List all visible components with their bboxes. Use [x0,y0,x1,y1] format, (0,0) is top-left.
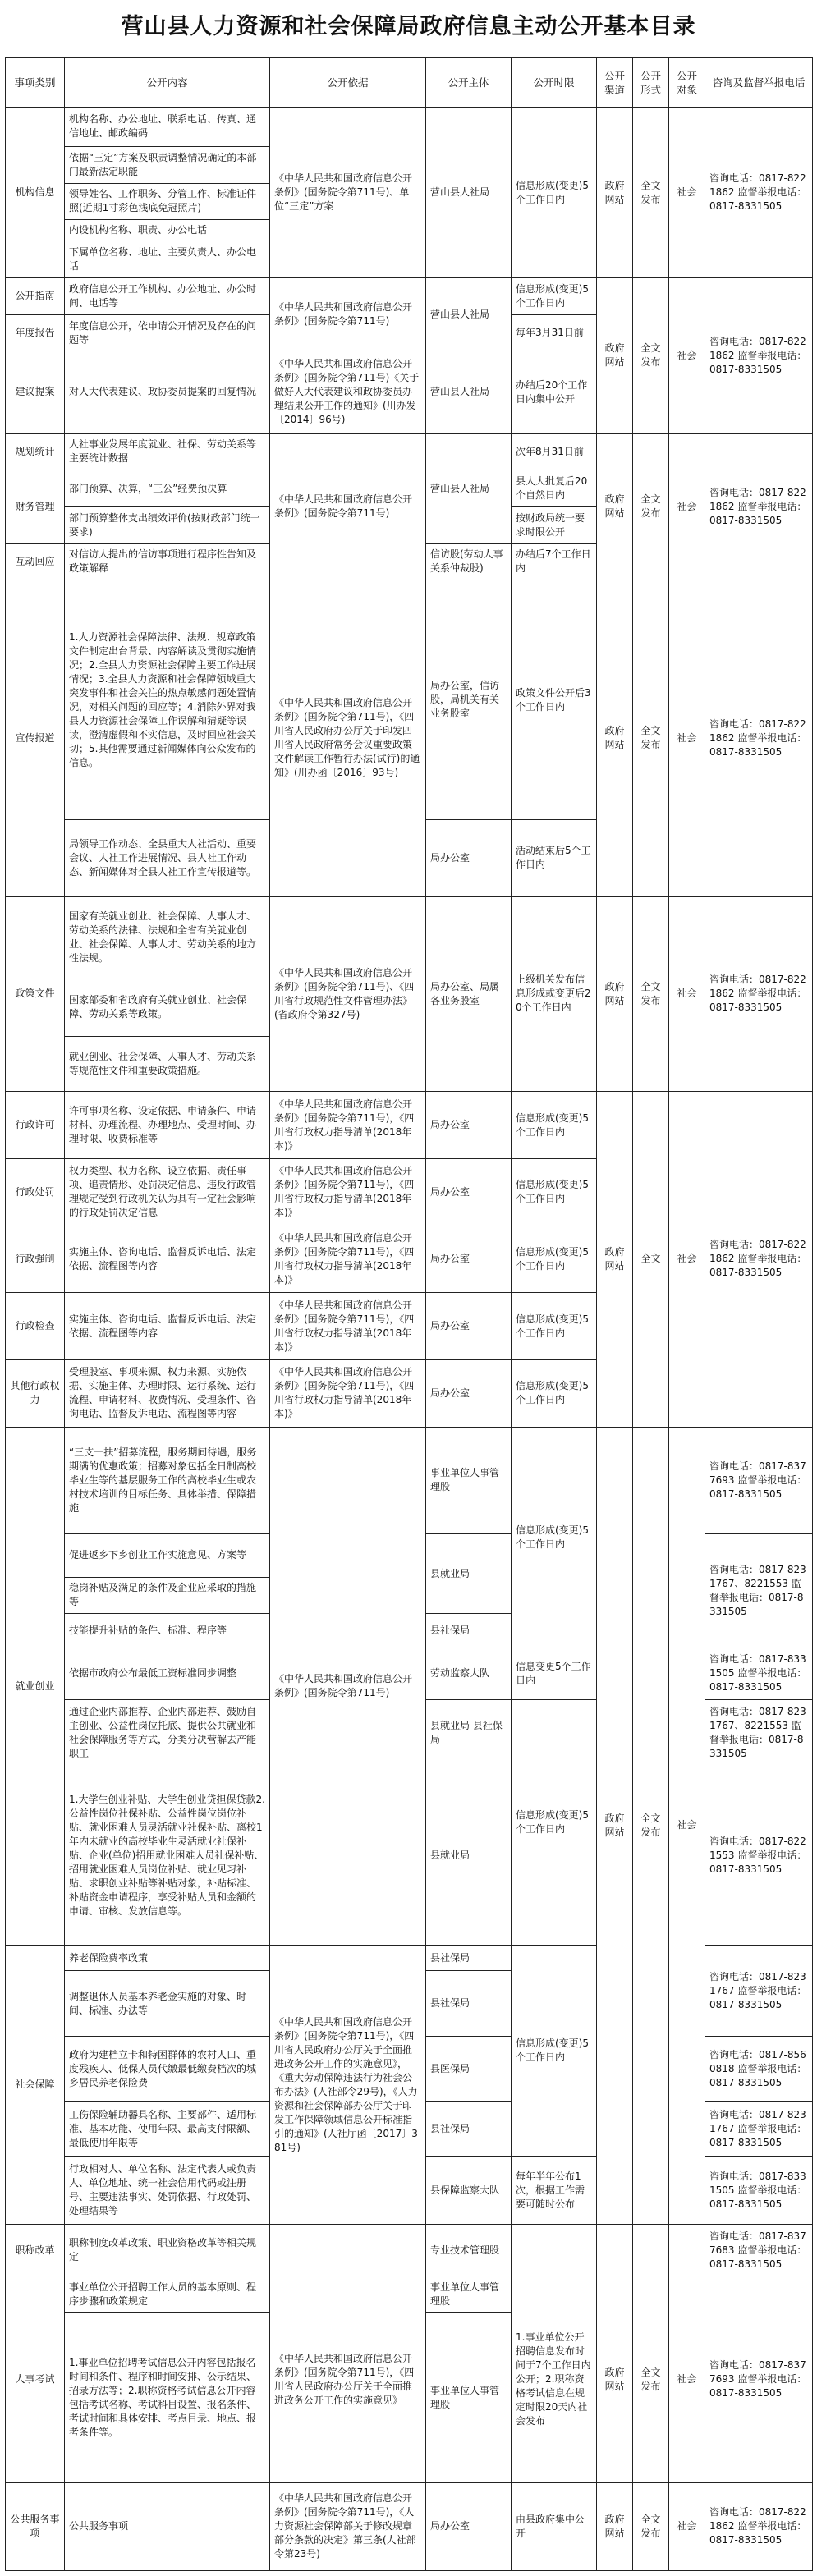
basis-cell [270,2225,426,2276]
catalog-table [5,57,813,2571]
object-cell: 社会 [669,580,705,897]
content-cell: 领导姓名、工作职务、分管工作、标准证件照(近期1寸彩色浅底免冠照片) [65,183,270,220]
category-cell: 建议提案 [6,351,65,433]
content-cell: 部门预算、决算，“三公”经费预决算 [65,470,270,507]
basis-cell: 《中华人民共和国政府信息公开条例》(国务院令第711号) [270,278,426,351]
phone-cell: 咨询电话：0817-8377693 监督举报电话：0817-8331505 [705,1427,813,1534]
content-cell: 国家部委和省政府有关就业创业、社会保障、劳动关系等政策。 [65,979,270,1036]
subject-cell: 事业单位人事管理股 [426,1427,512,1534]
subject-cell: 营山县人社局 [426,433,512,543]
header-row [6,58,813,108]
form-cell: 全文发布 [633,580,669,897]
subject-cell: 营山县人社局 [426,108,512,278]
time-limit-cell: 政策文件公开后3个工作日内 [512,580,597,820]
subject-cell: 局办公室 [426,1092,512,1159]
object-cell: 社会 [669,1427,705,2225]
subject-cell: 局办公室 [426,1226,512,1293]
content-cell: 公共服务事项 [65,2482,270,2570]
channel-cell: 政府网站 [597,2276,633,2483]
category-cell: 财务管理 [6,470,65,543]
content-cell: 实施主体、咨询电话、监督反诉电话、法定依据、流程图等内容 [65,1293,270,1360]
time-limit-cell: 信息形成(变更)5个工作日内 [512,1946,597,2157]
phone-cell: 咨询电话：0817-8221862 监督举报电话：0817-8331505 [705,2482,813,2570]
content-cell: 促进返乡下乡创业工作实施意见、方案等 [65,1534,270,1577]
object-cell: 社会 [669,2276,705,2483]
subject-cell: 局办公室，信访股，局机关有关业务股室 [426,580,512,820]
content-cell: “三支一扶”招募流程，服务期间待遇，服务期满的优惠政策；招募对象包括全日制高校毕业生等的基层服务工作的高校毕业生或农村技术培训的目标任务、具体举措、保障措施 [65,1427,270,1534]
category-cell: 规划统计 [6,433,65,470]
content-cell: 行政相对人、单位名称、法定代表人或负责人、单位地址、统一社会信用代码或注册号、主要违法事实、处罚依据、行政处罚、处理结果等 [65,2157,270,2225]
subject-cell: 营山县人社局 [426,278,512,351]
content-cell: 事业单位公开招聘工作人员的基本原则、程序步骤和政策规定 [65,2276,270,2313]
header-cell: 公开渠道 [597,58,633,108]
content-cell: 年度信息公开，依申请公开情况及存在的问题等 [65,314,270,351]
category-cell: 政策文件 [6,896,65,1091]
basis-cell: 《中华人民共和国政府信息公开条例》(国务院令第711号)，《四川省行政权力指导清单(2018年本)》 [270,1158,426,1226]
time-limit-cell: 每年半年公布1次，根据工作需要可随时公布 [512,2157,597,2225]
channel-cell: 政府网站 [597,108,633,278]
catalog-row [6,896,813,979]
form-cell: 全文发布 [633,108,669,278]
subject-cell: 县就业局 县社保局 [426,1699,512,1767]
basis-cell: 《中华人民共和国政府信息公开条例》(国务院令第711号)，《四川省行政权力指导清单(2018年本)》 [270,1359,426,1427]
content-cell: 政府信息公开工作机构、办公地址、办公时间、电话等 [65,278,270,315]
content-cell: 局领导工作动态、全县重大人社活动、重要会议、人社工作进展情况、县人社工作动态、新闻媒体对全县人社工作宣传报道等。 [65,820,270,897]
subject-cell: 县医保局 [426,2037,512,2101]
category-cell: 行政许可 [6,1092,65,1159]
content-cell: 下属单位名称、地址、主要负责人、办公电话 [65,241,270,278]
content-cell: 对信访人提出的信访事项进行程序性告知及政策解释 [65,543,270,580]
category-cell: 行政处罚 [6,1158,65,1226]
subject-cell: 事业单位人事管理股 [426,2313,512,2483]
object-cell: 社会 [669,1092,705,1427]
basis-cell: 《中华人民共和国政府信息公开条例》(国务院令第711号)，《四川省行政权力指导清单(2018年本)》 [270,1092,426,1159]
subject-cell: 营山县人社局 [426,351,512,433]
content-cell: 1.事业单位招聘考试信息公开内容包括报名时间和条件、程序和时间安排、公示结果、招录方法等；2.职称资格考试信息公开内容包括考试名称、考试科目设置、报名条件、考试时间和具体安排、考点目录、地点、报考条件等。 [65,2313,270,2483]
form-cell: 全文发布 [633,2276,669,2483]
category-cell: 机构信息 [6,108,65,278]
header-cell: 公开依据 [270,58,426,108]
form-cell: 全文发布 [633,1427,669,2225]
phone-cell: 咨询电话：0817-8231767 监督举报电话：0817-8331505 [705,1946,813,2037]
time-limit-cell: 按财政局统一要求时限公开 [512,506,597,543]
document-title: 营山县人力资源和社会保障局政府信息主动公开基本目录 [121,14,696,39]
category-cell: 宣传报道 [6,580,65,897]
time-limit-cell: 信息形成(变更)5个工作日内 [512,1092,597,1159]
time-limit-cell: 每年3月31日前 [512,314,597,351]
catalog-row [6,1092,813,1159]
category-cell: 年度报告 [6,314,65,351]
time-limit-cell: 办结后7个工作日内 [512,543,597,580]
time-limit-cell [512,2225,597,2276]
content-cell: 1.大学生创业补贴、大学生创业贷担保贷款2.公益性岗位社保补贴、公益性岗位岗位补贴、就业困难人员灵活就业社保补贴、离校1年内未就业的高校毕业生灵活就业社保补贴、企业(单位)招用就业困难人员社保补贴、招用就业困难人员岗位补贴、就业见习补贴、求职创业补贴等补贴对象，补贴标准、补贴资金申请程序，享受补贴人员和金额的申请、审核、发放信息等。 [65,1767,270,1946]
time-limit-cell: 信息形成(变更)5个工作日内 [512,1226,597,1293]
phone-cell: 咨询电话：0817-8331505 监督举报电话：0817-8331505 [705,1648,813,1699]
header-cell: 事项类别 [6,58,65,108]
content-cell: 实施主体、咨询电话、监督反诉电话、法定依据、流程图等内容 [65,1226,270,1293]
time-limit-cell: 1.事业单位公开招聘信息发布时间于7个工作日内公开；2.职称资格考试信息在规定时限20天内社会发布 [512,2276,597,2483]
subject-cell: 局办公室 [426,820,512,897]
subject-cell: 信访股(劳动人事关系仲裁股) [426,543,512,580]
basis-cell: 《中华人民共和国政府信息公开条例》(国务院令第711号)，《四川省行政权力指导清单(2018年本)》 [270,1226,426,1293]
time-limit-cell: 办结后20个工作日内集中公开 [512,351,597,433]
content-cell: 依据市政府公布最低工资标准同步调整 [65,1648,270,1699]
channel-cell: 政府网站 [597,433,633,580]
content-cell: 机构名称、办公地址、联系电话、传真、通信地址、邮政编码 [65,108,270,147]
phone-cell: 咨询电话：0817-8231767、8221553 监督举报电话：0817-8331505 [705,1699,813,1767]
form-cell [633,2225,669,2276]
phone-cell: 咨询电话：0817-8231767、8221553 监督举报电话：0817-8331505 [705,1534,813,1648]
phone-cell: 咨询电话：0817-8221862 监督举报电话：0817-8331505 [705,1092,813,1427]
basis-cell: 《中华人民共和国政府信息公开条例》(国务院令第711号)，《四川省人民政府办公厅关于印发四川省人民政府常务会议重要政策文件解读工作暂行办法(试行)的通知》(川办函〔2016〕93号) [270,580,426,897]
subject-cell: 县保障监察大队 [426,2157,512,2225]
category-cell: 公共服务事项 [6,2482,65,2570]
object-cell: 社会 [669,108,705,278]
time-limit-cell: 上级机关发布信息形成或变更后20个工作日内 [512,896,597,1091]
time-limit-cell: 信息形成(变更)5个工作日内 [512,1158,597,1226]
time-limit-cell: 信息形成(变更)5个工作日内 [512,1359,597,1427]
phone-cell: 咨询电话：0817-8377693 监督举报电话：0817-8331505 [705,2276,813,2483]
phone-cell: 咨询电话：0817-8221553 监督举报电话：0817-8331505 [705,1767,813,1946]
phone-cell: 咨询电话：0817-8560818 监督举报电话：0817-8331505 [705,2037,813,2101]
subject-cell: 专业技术管理股 [426,2225,512,2276]
channel-cell: 政府网站 [597,1092,633,1427]
subject-cell: 县社保局 [426,1970,512,2037]
content-cell: 部门预算整体支出绩效评价(按财政部门统一要求) [65,506,270,543]
header-cell: 公开时限 [512,58,597,108]
channel-cell: 政府网站 [597,2482,633,2570]
time-limit-cell: 县人大批复后20个自然日内 [512,470,597,507]
category-cell: 行政强制 [6,1226,65,1293]
subject-cell: 局办公室、局属各业务股室 [426,896,512,1091]
form-cell: 全文发布 [633,896,669,1091]
subject-cell: 县就业局 [426,1767,512,1946]
content-cell: 1.人力资源社会保障法律、法规、规章政策文件制定出台背景、内容解读及贯彻实施情况；2.全县人力资源社会保障主要工作进展情况；3.全县人力资源和社会保障领域重大突发事件和社会关注的热点敏感问题处置情况，对相关问题的回应等；4.消除外界对我县人力资源社会保障工作误解和猜疑等误读，澄清虚假和不实信息，及时回应社会关切；5.其他需要通过新闻媒体向公众发布的信息。 [65,580,270,820]
object-cell: 社会 [669,433,705,580]
form-cell: 全文发布 [633,2482,669,2570]
phone-cell: 咨询电话：0817-8221862 监督举报电话：0817-8331505 [705,433,813,580]
time-limit-cell: 信息形成(变更)5个工作日内 [512,1427,597,1648]
time-limit-cell: 信息形成(变更)5个工作日内 [512,1293,597,1360]
phone-cell: 咨询电话：0817-8221862 监督举报电话：0817-8331505 [705,278,813,434]
header-cell: 公开对象 [669,58,705,108]
content-cell: 通过企业内部推荐、企业内部进荐、鼓励自主创业、公益性岗位托底、提供公共就业和社会保障服务等方式，分类分决营解去产能职工 [65,1699,270,1767]
category-cell: 公开指南 [6,278,65,315]
catalog-row [6,108,813,147]
phone-cell: 咨询电话：0817-8221862 监督举报电话：0817-8331505 [705,580,813,897]
content-cell: 国家有关就业创业、社会保障、人事人才、劳动关系的法律、法规和全省有关就业创业、社会保障、人事人才、劳动关系的地方性法规。 [65,896,270,979]
basis-cell: 《中华人民共和国政府信息公开条例》(国务院令第711号) [270,1427,426,1946]
basis-cell: 《中华人民共和国政府信息公开条例》(国务院令第711号)、《四川省行政规范性文件管理办法》(省政府令第327号) [270,896,426,1091]
channel-cell: 政府网站 [597,1427,633,2225]
content-cell: 职称制度改革政策、职业资格改革等相关规定 [65,2225,270,2276]
phone-cell: 咨询电话：0817-8331505 监督举报电话：0817-8331505 [705,2157,813,2225]
time-limit-cell: 信息形成(变更)5个工作日内 [512,108,597,278]
time-limit-cell: 信息变更5个工作日内 [512,1648,597,1699]
object-cell: 社会 [669,896,705,1091]
header-cell: 咨询及监督举报电话 [705,58,813,108]
subject-cell: 县社保局 [426,1946,512,1971]
content-cell: 调整退休人员基本养老金实施的对象、时间、标准、办法等 [65,1970,270,2037]
channel-cell: 政府网站 [597,896,633,1091]
content-cell: 工伤保险辅助器具名称、主要部件、适用标准、基本功能、使用年限、最高支付限额、最低使用年限等 [65,2101,270,2157]
header-cell: 公开主体 [426,58,512,108]
time-limit-cell: 活动结束后5个工作日内 [512,820,597,897]
subject-cell: 事业单位人事管理股 [426,2276,512,2313]
subject-cell: 县社保局 [426,1614,512,1648]
content-cell: 养老保险费率政策 [65,1946,270,1971]
category-cell: 互动回应 [6,543,65,580]
content-cell: 权力类型、权力名称、设立依据、责任事项、追责情形、处罚决定信息、违反行政管理规定受到行政机关认为具有一定社会影响的行政处罚决定信息 [65,1158,270,1226]
phone-cell: 咨询电话：0817-8377683 监督举报电话：0817-8331505 [705,2225,813,2276]
time-limit-cell: 由县政府集中公开 [512,2482,597,2570]
content-cell: 许可事项名称、设定依据、申请条件、申请材料、办理流程、办理地点、受理时间、办理时限、收费标准等 [65,1092,270,1159]
catalog-row [6,2482,813,2570]
subject-cell: 局办公室 [426,2482,512,2570]
channel-cell: 政府网站 [597,278,633,434]
content-cell: 人社事业发展年度就业、社保、劳动关系等主要统计数据 [65,433,270,470]
subject-cell: 县社保局 [426,2101,512,2157]
time-limit-cell: 信息形成(变更)5个工作日内 [512,1699,597,1946]
content-cell: 技能提升补贴的条件、标准、程序等 [65,1614,270,1648]
header-cell: 公开形式 [633,58,669,108]
catalog-row [6,580,813,820]
object-cell: 社会 [669,278,705,434]
category-cell: 社会保障 [6,1946,65,2225]
subject-cell: 劳动监察大队 [426,1648,512,1699]
catalog-row [6,2276,813,2313]
catalog-body [6,108,813,2571]
form-cell: 全文发布 [633,433,669,580]
content-cell: 政府为建档立卡和特困群体的农村人口、重度残疾人、低保人员代缴最低缴费档次的城乡居民养老保险费 [65,2037,270,2101]
subject-cell: 局办公室 [426,1293,512,1360]
content-cell: 内设机构名称、职责、办公电话 [65,220,270,241]
category-cell: 其他行政权力 [6,1359,65,1427]
catalog-row [6,1427,813,1534]
form-cell: 全文发布 [633,278,669,434]
object-cell: 社会 [669,2482,705,2570]
catalog-row [6,433,813,470]
basis-cell: 《中华人民共和国政府信息公开条例》(国务院令第711号)、单位“三定”方案 [270,108,426,278]
catalog-row [6,278,813,315]
basis-cell: 《中华人民共和国政府信息公开条例》(国务院令第711号)，《四川省行政权力指导清单(2018年本)》 [270,1293,426,1360]
time-limit-cell: 信息形成(变更)5个工作日内 [512,278,597,315]
header-cell: 公开内容 [65,58,270,108]
basis-cell: 《中华人民共和国政府信息公开条例》(国务院令第711号)《关于做好人大代表建议和政协委员办理结果公开工作的通知》(川办发〔2014〕96号) [270,351,426,433]
object-cell [669,2225,705,2276]
basis-cell: 《中华人民共和国政府信息公开条例》(国务院令第711号) [270,433,426,580]
content-cell: 稳岗补贴及满足的条件及企业应采取的措施等 [65,1577,270,1614]
basis-cell: 《中华人民共和国政府信息公开条例》(国务院令第711号)，《四川省人民政府办公厅关于全面推进政务公开工作的实施意见》，《重大劳动保障违法行为社会公布办法》(人社部令29号)，《人力资源和社会保障部办公厅关于印发工作保障领域信息公开标准指引的通知》(人社厅函〔2017〕381号) [270,1946,426,2225]
phone-cell: 咨询电话：0817-8221862 监督举报电话：0817-8331505 [705,108,813,278]
category-cell: 职称改革 [6,2225,65,2276]
phone-cell: 咨询电话：0817-8221862 监督举报电话：0817-8331505 [705,896,813,1091]
subject-cell: 县就业局 [426,1534,512,1614]
subject-cell: 局办公室 [426,1359,512,1427]
basis-cell: 《中华人民共和国政府信息公开条例》(国务院令第711号)，《四川省人民政府办公厅关于全面推进政务公开工作的实施意见》 [270,2276,426,2483]
category-cell: 就业创业 [6,1427,65,1946]
category-cell: 人事考试 [6,2276,65,2483]
content-cell: 受理股室、事项来源、权力来源、实施依据、实施主体、办理时限、运行系统、运行流程、申请材料、收费情况、受理条件、咨询电话、监督反诉电话、流程图等内容 [65,1359,270,1427]
phone-cell: 咨询电话：0817-8231767 监督举报电话：0817-8331505 [705,2101,813,2157]
form-cell: 全文 [633,1092,669,1427]
basis-cell: 《中华人民共和国政府信息公开条例》(国务院令第711号)，《人力资源社会保障部关于修改规章部分条款的决定》第三条(人社部令第23号) [270,2482,426,2570]
content-cell: 依据“三定”方案及职责调整情况确定的本部门最新法定职能 [65,146,270,183]
channel-cell [597,2225,633,2276]
category-cell: 行政检查 [6,1293,65,1360]
content-cell: 对人大代表建议、政协委员提案的回复情况 [65,351,270,433]
time-limit-cell: 次年8月31日前 [512,433,597,470]
subject-cell: 局办公室 [426,1158,512,1226]
channel-cell: 政府网站 [597,580,633,897]
content-cell: 就业创业、社会保障、人事人才、劳动关系等规范性文件和重要政策措施。 [65,1036,270,1092]
catalog-row [6,2225,813,2276]
